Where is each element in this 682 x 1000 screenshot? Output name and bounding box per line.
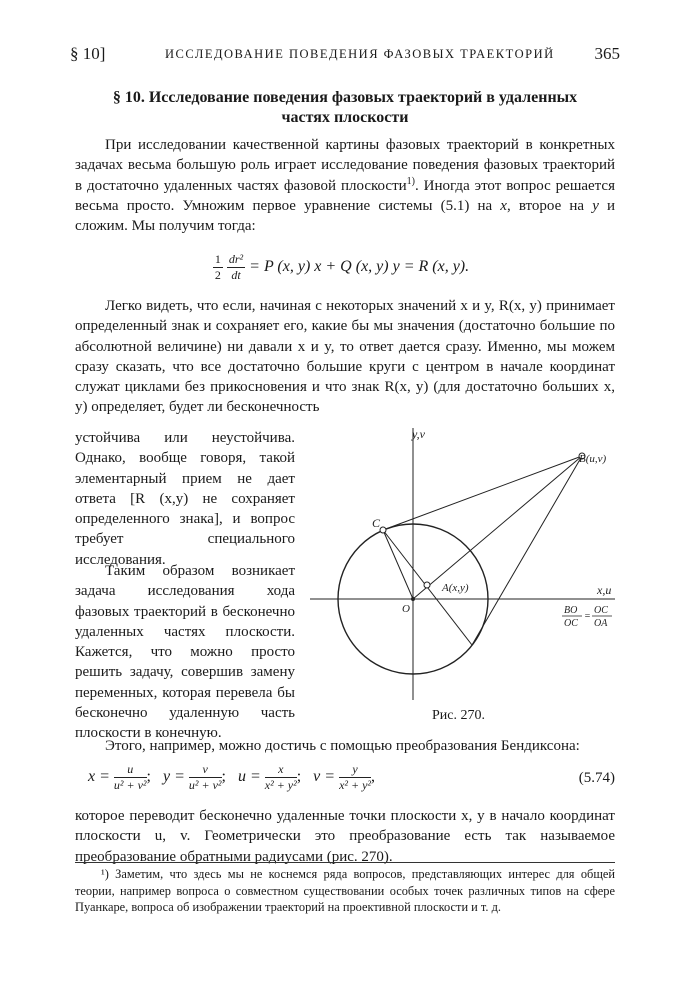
eq2-sep-2: ; <box>221 768 226 786</box>
eq2-v-num: y <box>339 762 371 778</box>
equation-1 <box>0 252 682 283</box>
point-C <box>380 527 386 533</box>
ratio-den-left: OC <box>564 618 578 629</box>
label-axis-y: y,v <box>412 427 425 441</box>
label-C: C <box>372 516 381 530</box>
point-A <box>424 582 430 588</box>
eq1-frac-deriv <box>227 252 245 283</box>
page-number: 365 <box>594 44 620 63</box>
paragraph-3: устойчива или неустойчива. Однако, вообще говоря, такой элементарный прием не дает ответа [R (x,y) не сохраняет определенного знака], и вопрос требует специального исследования. <box>75 430 295 568</box>
eq2-v-den: x² + y² <box>339 778 372 792</box>
eq2-frac-u <box>265 762 297 793</box>
eq1-den2: dt <box>231 268 241 282</box>
footnote: ¹) Заметим, что здесь мы не коснемся ряда вопросов, представляющих интерес для общей теории, например вопроса о совместном существовании особых точек различных типов на сфере Пуанкаре, вопроса об изображении траекторий на проективной плоскости и т. д. <box>75 867 615 914</box>
line-C-O <box>383 530 413 599</box>
paragraph-2: Легко видеть, что если, начиная с некоторых значений x и y, R(x, y) принимает определенный знак и сохраняет его, какие бы мы значения (достаточно большие по абсолютной величине) ни давали x и y, то ответ дается сразу. Именно, мы можем сразу сказать, что все достаточно большие круги с центром в начале координат служат циклами без прикосновения и что знак R(x, y) (для достаточно больших x, y) определяет, будет ли бесконечность <box>75 298 615 416</box>
label-axis-x: x,u <box>597 583 612 597</box>
figure-270 <box>300 420 620 700</box>
p1-text-b: . Иногда этот вопрос решается весьма просто. Умножим первое уравнение системы (5.1) на <box>75 177 615 214</box>
point-O <box>411 597 415 601</box>
eq1-num2: dr² <box>228 252 244 266</box>
ratio-den-right: OA <box>594 618 608 629</box>
eq2-x-den: u² + v² <box>113 778 147 792</box>
label-B: B(u,v) <box>579 453 607 465</box>
eq2-frac-y <box>189 762 222 793</box>
eq2-u-num: x <box>265 762 297 778</box>
eq2-sep-1: ; <box>146 768 151 786</box>
eq2-x-num: u <box>114 762 147 778</box>
header-section: § 10] <box>70 44 106 63</box>
section-title-line-1: § 10. Исследование поведения фазовых траекторий в удаленных <box>112 89 578 106</box>
eq2-u-lhs: u = <box>237 768 261 786</box>
p1-text-a: При исследовании качественной картины фазовых траекторий в конкретных задачах весьма большую роль играет исследование поведения фазовых траекторий в достаточно удаленных частях фазовой плоскости <box>75 137 615 194</box>
p1-text-d: и сложим. Мы получим тогда: <box>75 197 616 235</box>
eq2-x-lhs: x = <box>88 768 110 786</box>
label-O: O <box>402 603 410 615</box>
eq1-num1: 1 <box>214 252 221 266</box>
eq2-frac-v <box>339 762 371 793</box>
equation-number: (5.74) <box>578 770 615 786</box>
paragraph-6: которое переводит бесконечно удаленные точки плоскости x, y в начало координат плоскости u, v. Геометрически это преобразование есть так называемое преобразование обратными радиусами (рис. 270). <box>75 808 615 865</box>
ratio-num-right: OC <box>594 605 608 616</box>
paragraph-1 <box>75 135 615 236</box>
p1-var-x: x <box>500 197 507 214</box>
eq1-rhs: = P (x, y) x + Q (x, y) y = R (x, y). <box>249 258 470 276</box>
section-title <box>68 88 622 128</box>
section-title-line-2: частях плоскости <box>281 109 409 126</box>
paragraph-4: Таким образом возникает задача исследования хода фазовых траекторий в бесконечно удаленных частях плоскости. Кажется, что можно просто решить задачу, совершив замену переменных, которая перевела бы бесконечно удаленную часть плоскости в конечную. <box>75 563 295 742</box>
page-header <box>70 44 620 70</box>
eq2-frac-x <box>114 762 147 793</box>
ratio-num-left: BO <box>564 605 578 616</box>
eq2-sep-3: ; <box>296 768 302 786</box>
p1-var-y: y <box>592 197 599 214</box>
label-A: A(x,y) <box>442 582 469 594</box>
eq2-u-den: x² + y² <box>264 778 297 792</box>
eq1-den1: 2 <box>214 268 221 282</box>
ratio-eq: = <box>584 611 591 622</box>
eq2-y-num: v <box>189 762 222 778</box>
footnote-ref[interactable]: 1) <box>406 175 415 187</box>
p1-text-c: , второе на <box>506 197 593 214</box>
line-O-B <box>413 456 582 599</box>
eq2-y-lhs: y = <box>162 768 185 786</box>
eq2-sep-4: , <box>371 768 376 786</box>
line-B-bottom <box>472 456 582 645</box>
paragraph-5: Этого, например, можно достичь с помощью преобразования Бендиксона: <box>105 738 580 754</box>
eq2-y-den: u² + v² <box>188 778 222 792</box>
running-title: ИССЛЕДОВАНИЕ ПОВЕДЕНИЯ ФАЗОВЫХ ТРАЕКТОРИЙ <box>165 47 555 61</box>
equation-574 <box>88 762 615 793</box>
figure-caption: Рис. 270. <box>432 708 485 723</box>
footnote-rule <box>75 862 615 863</box>
eq1-frac-half <box>213 252 223 283</box>
eq2-v-lhs: v = <box>313 768 336 786</box>
